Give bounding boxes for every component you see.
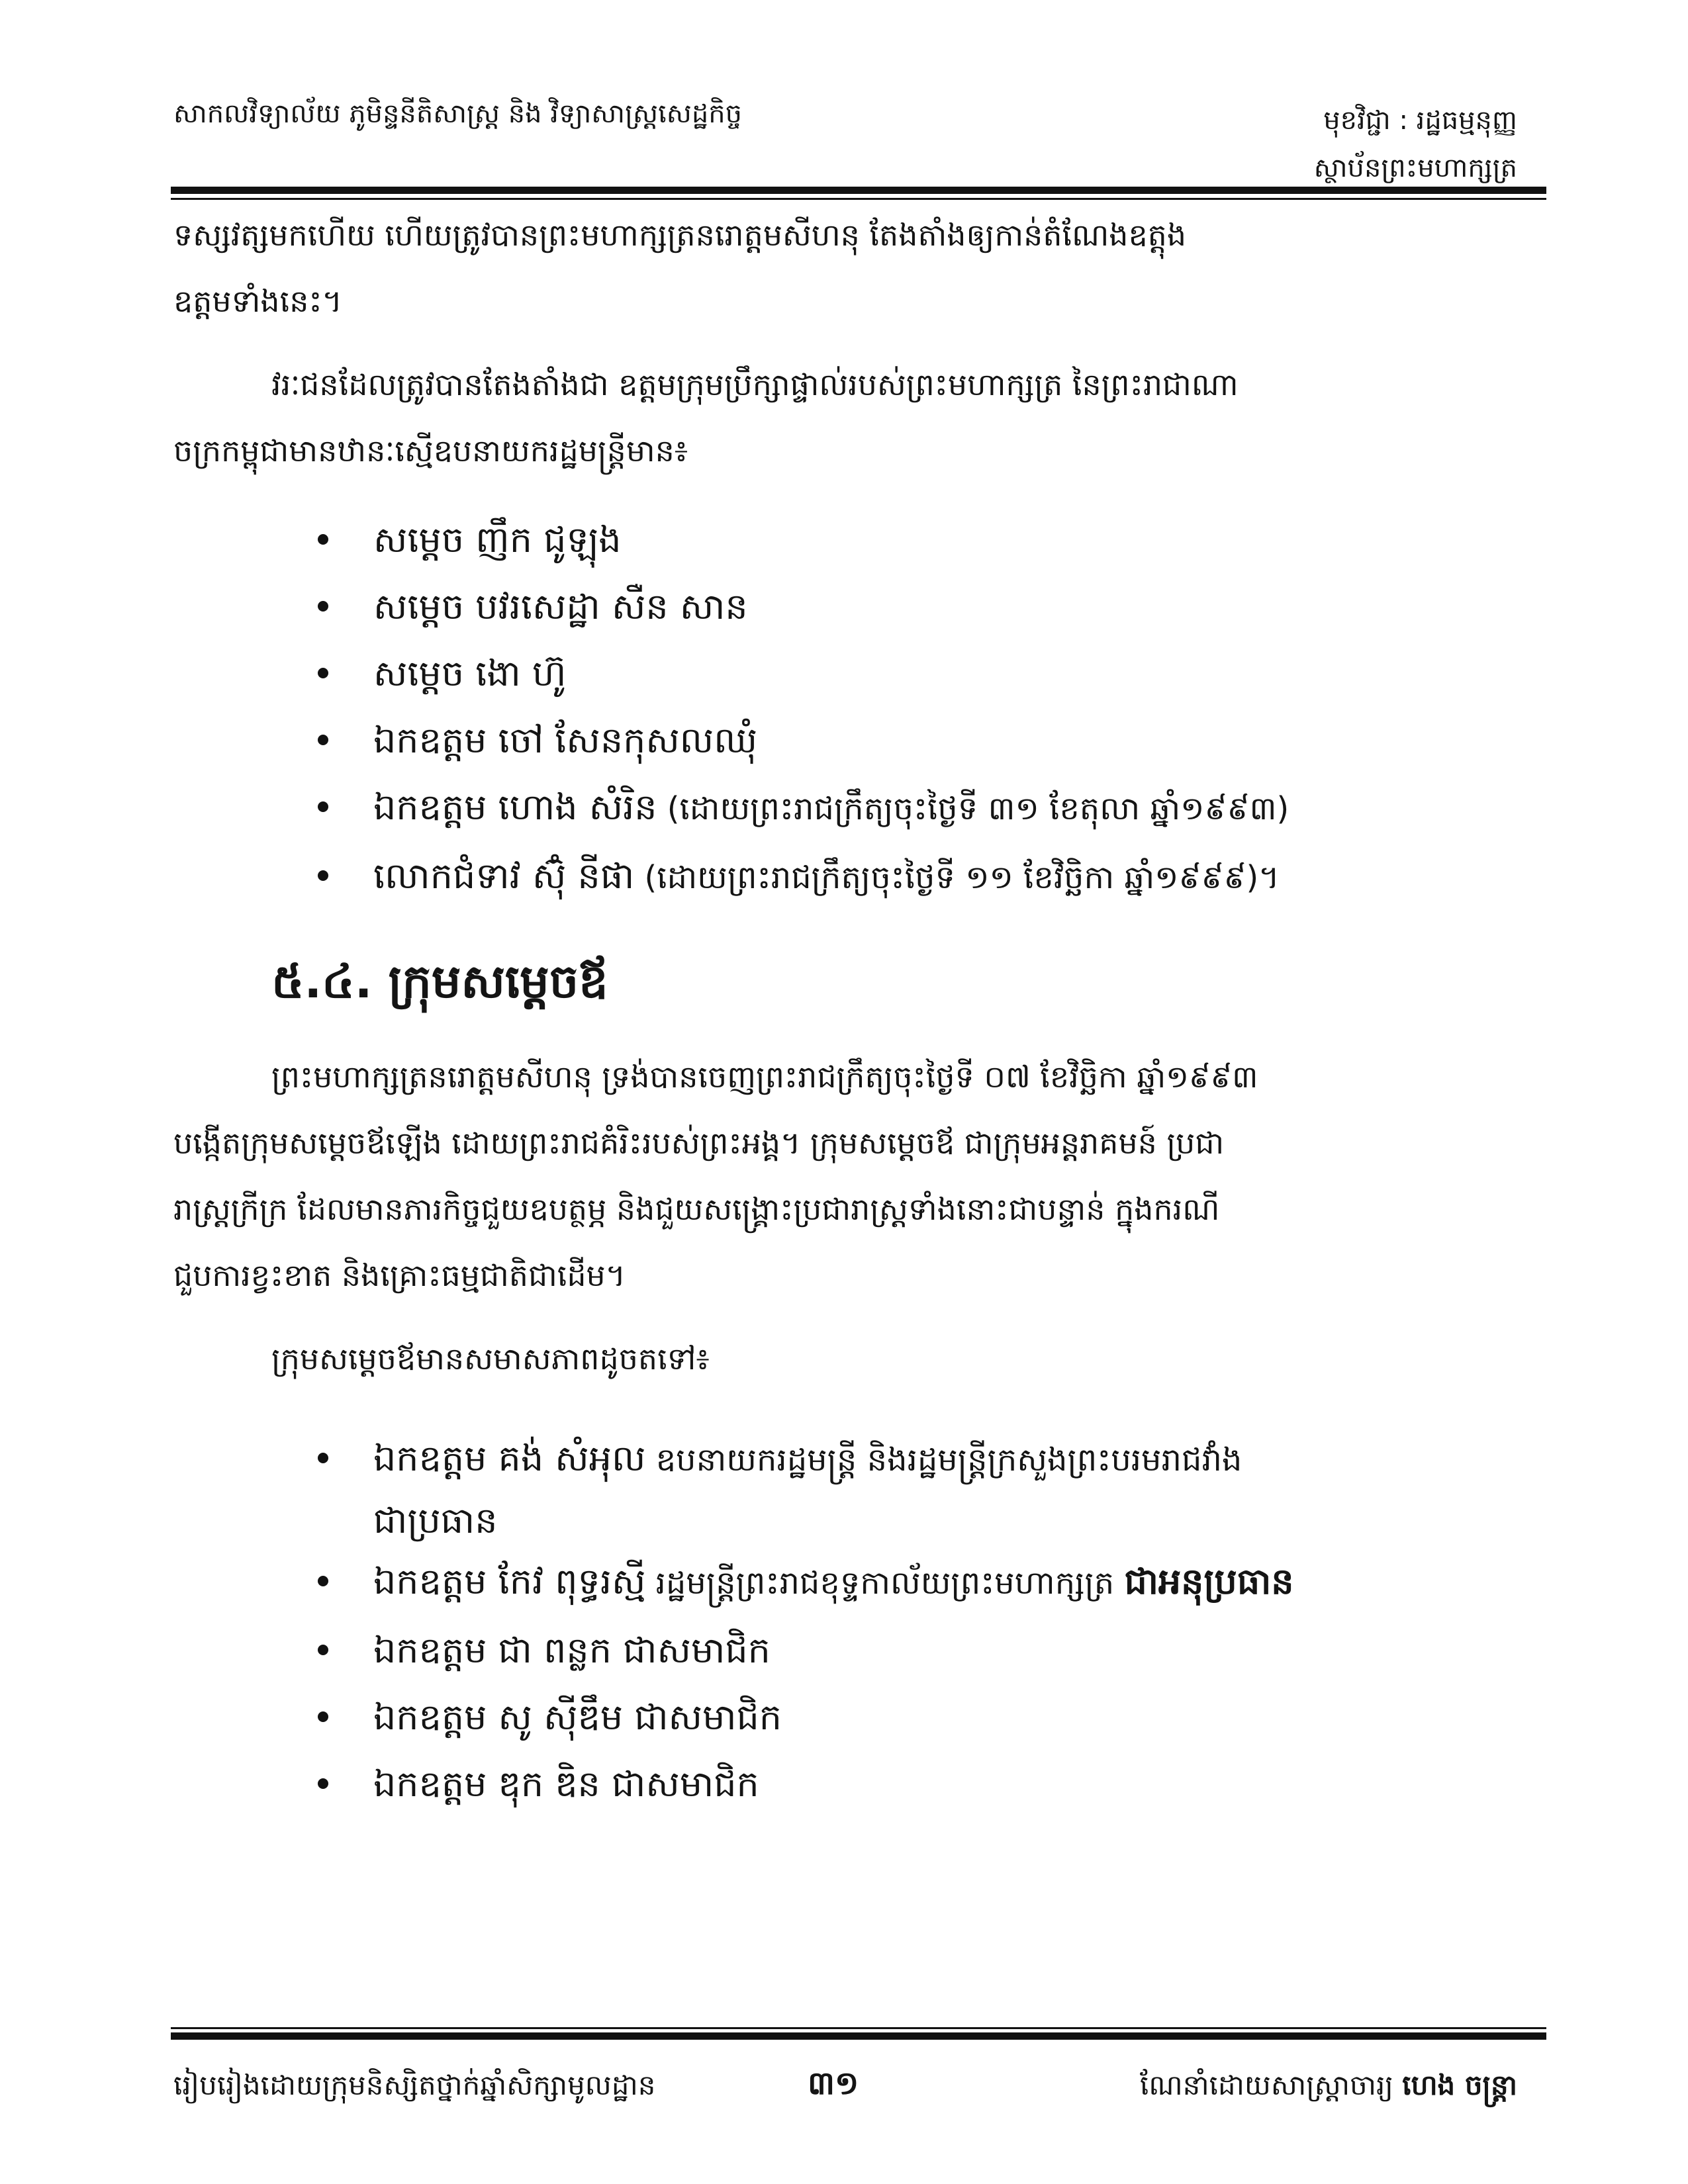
header-university: សាកលវិទ្យាល័យ ភូមិន្ទនីតិសាស្ត្រ និង វិទ្យាសាស្ត្រសេដ្ឋកិច្ច (173, 99, 743, 129)
composition-intro (173, 1326, 1541, 1392)
advisors-paragraph (173, 351, 1541, 484)
bullet-icon (318, 870, 328, 881)
header-rule-thick (171, 187, 1546, 194)
bullet-icon (318, 534, 328, 545)
decree-note: (ដោយព្រះរាជក្រឹត្យចុះថ្ងៃទី ៣១ ខែតុលា ឆ្នាំ១៩៩៣) (657, 790, 1289, 827)
footer-rule-thick (171, 2032, 1546, 2040)
list-item: ឯកឧត្តម កែវ ពុទ្ធរស្មី រដ្ឋមន្ត្រីព្រះរាជខុទ្ទកាល័យព្រះមហាក្សត្រ ជាអនុប្រធាន (173, 1548, 1541, 1617)
header-subject: មុខវិជ្ជា : រដ្ឋធម្មនុញ្ញ (1323, 105, 1517, 136)
bullet-icon (318, 1778, 328, 1789)
footer-advisor: ណែនាំដោយសាស្ត្រាចារ្យ ហេង ចន្ត្រា (1140, 2069, 1517, 2101)
list-item-continuation: ជាប្រធាន (373, 1500, 498, 1541)
decree-note: (ដោយព្រះរាជក្រឹត្យចុះថ្ងៃទី ១១ ខែវិច្ឆិកា ឆ្នាំ១៩៩៩)។ (634, 859, 1280, 896)
list-item: ឯកឧត្តម ហោង សំរិន (ដោយព្រះរាជក្រឹត្យចុះថ្ងៃទី ៣១ ខែតុលា ឆ្នាំ១៩៩៣) (173, 774, 1541, 842)
intro-paragraph (173, 202, 1541, 334)
paragraph-line: ក្រុមសម្តេចឪមានសមាសភាពដូចតទៅ៖ (271, 1341, 710, 1377)
bullet-icon (318, 1453, 328, 1463)
paragraph-line: ទស្សវត្សមកហើយ ហើយត្រូវបានព្រះមហាក្សត្រនរោត្តមសីហនុ តែងតាំងឲ្យកាន់តំណែងឧត្តុង (173, 217, 1187, 253)
list-item: លោកជំទាវ ស៊ុំ នីផា (ដោយព្រះរាជក្រឹត្យចុះថ្ងៃទី ១១ ខែវិច្ឆិកា ឆ្នាំ១៩៩៩)។ (173, 842, 1541, 911)
header-rule-thin (171, 198, 1546, 200)
paragraph-line: ឧត្តមទាំងនេះ។ (173, 283, 342, 319)
paragraph-line: វរៈជនដែលត្រូវបានតែងតាំងជា ឧត្តមក្រុមប្រឹក្សាផ្ទាល់របស់ព្រះមហាក្សត្រ នៃព្រះរាជាណា (271, 367, 1239, 402)
bullet-icon (318, 601, 328, 612)
list-item: ឯកឧត្តម ឌុក ឌិន ជាសមាជិក (173, 1751, 1541, 1817)
bullet-icon (318, 1645, 328, 1655)
role-label: ជាអនុប្រធាន (1124, 1561, 1294, 1602)
bullet-icon (318, 1711, 328, 1722)
page-number: ៣១ (808, 2065, 859, 2102)
list-item: ឯកឧត្តម ជា ពន្លក ជាសមាជិក (173, 1617, 1541, 1684)
paragraph-line: ព្រះមហាក្សត្រនរោត្តមសីហនុ ទ្រង់បានចេញព្រះរាជក្រឹត្យចុះថ្ងៃទី ០៧ ខែវិច្ឆិកា ឆ្នាំ១៩៩៣ (271, 1059, 1258, 1095)
list-item: ឯកឧត្តម គង់ សំអុល ឧបនាយករដ្ឋមន្ត្រី និងរដ្ឋមន្ត្រីក្រសួងព្រះបរមរាជវាំង ជាប្រធាន (173, 1425, 1541, 1548)
page-content (173, 202, 1541, 1817)
list-item: សម្តេច ងោ ហ៊ូ (173, 640, 1541, 707)
section-heading: ៥.៤. ក្រុមសម្តេចឪ (271, 954, 608, 1009)
list-item: សម្តេច បវរសេដ្ឋា សឺន សាន (173, 573, 1541, 640)
members-list (173, 1425, 1541, 1817)
paragraph-line: ជួបការខ្វះខាត និងគ្រោះធម្មជាតិជាដើម។ (173, 1257, 626, 1293)
list-item: សម្តេច ញឹក ជូឡុង (173, 506, 1541, 573)
bullet-icon (318, 1576, 328, 1586)
bullet-icon (318, 668, 328, 678)
paragraph-line: ចក្រកម្ពុជាមានឋានៈស្មើឧបនាយករដ្ឋមន្ត្រីមាន៖ (173, 433, 688, 469)
header-topic: ស្ថាប័នព្រះមហាក្សត្រ (1313, 153, 1517, 183)
bullet-icon (318, 735, 328, 745)
advisors-list (173, 506, 1541, 911)
list-item: ឯកឧត្តម ចៅ សែនកុសលឈុំ (173, 707, 1541, 774)
header-course (1314, 97, 1517, 192)
footer-rule-thin (171, 2027, 1546, 2029)
paragraph-line: រាស្ត្រក្រីក្រ ដែលមានភារកិច្ចជួយឧបត្ថម្ភ និងជួយសង្គ្រោះប្រជារាស្ត្រទាំងនោះជាបន្ទាន់ ក្នុងករណី (173, 1191, 1220, 1227)
bullet-icon (318, 801, 328, 812)
footer-compiled-by: រៀបរៀងដោយក្រុមនិស្សិតថ្នាក់ឆ្នាំសិក្សាមូលដ្ឋាន (173, 2069, 656, 2101)
list-item: ឯកឧត្តម សូ ស៊ីឌឹម ជាសមាជិក (173, 1684, 1541, 1751)
paragraph-line: បង្កើតក្រុមសម្តេចឪឡើង ដោយព្រះរាជគំរិះរបស់ព្រះអង្គ។ ក្រុមសម្តេចឪ ជាក្រុមអន្តរាគមន៍ ប្រជា (173, 1125, 1225, 1161)
section-paragraph (173, 1044, 1541, 1308)
